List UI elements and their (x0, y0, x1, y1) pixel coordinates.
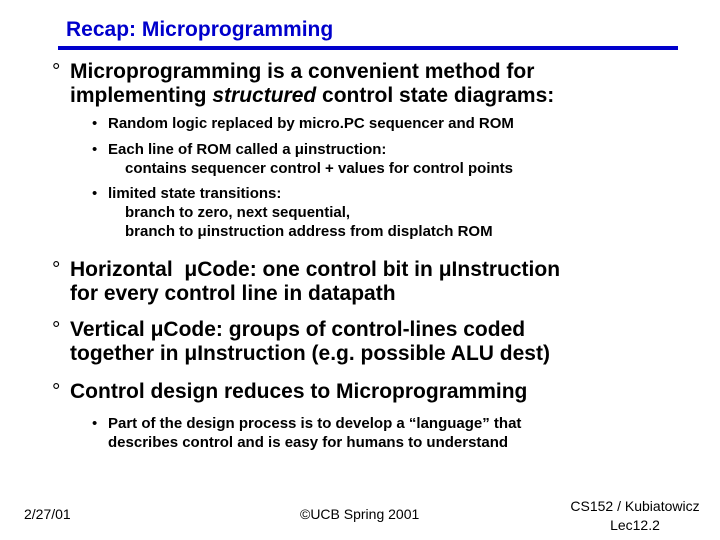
bullet-line: Microprogramming is a convenient method for (70, 60, 535, 83)
footer-course: CS152 / Kubiatowicz Lec12.2 (570, 498, 700, 533)
footer-copyright: ©UCB Spring 2001 (300, 506, 420, 522)
bullet-line-2: implementing structured control state diagrams: (70, 84, 555, 107)
title-rule (58, 46, 678, 50)
bullet-mark: ° (52, 60, 61, 83)
footer-date: 2/27/01 (24, 506, 71, 522)
slide-title: Recap: Microprogramming (66, 18, 334, 41)
